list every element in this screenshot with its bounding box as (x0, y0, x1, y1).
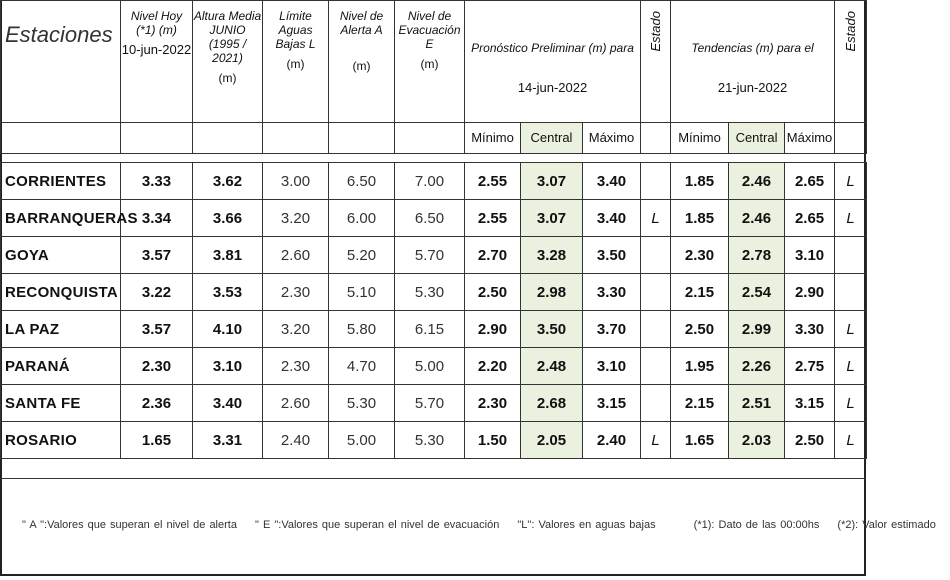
pronostico-maximo-cell: 3.10 (583, 348, 641, 385)
table-row (1, 348, 867, 385)
pronostico-maximo-cell: 3.40 (583, 200, 641, 237)
note-alerta: " A ":Valores que superan el nivel de alerta (22, 519, 237, 531)
pronostico-minimo-cell: 1.50 (465, 422, 521, 459)
spacer-row (1, 154, 867, 163)
header-estado-label: Estado (842, 11, 858, 52)
header-limite-label: Límite Aguas Bajas L (275, 9, 316, 51)
subheader-empty (263, 123, 329, 154)
pronostico-minimo-cell: 2.55 (465, 200, 521, 237)
table-row (1, 274, 867, 311)
note-valor-estimado: (*2): Valor estimado (837, 519, 936, 531)
subheader-empty (193, 123, 263, 154)
pronostico-estado-cell (641, 311, 671, 348)
pronostico-central-cell: 3.50 (521, 311, 583, 348)
subheader-t-maximo: Máximo (785, 123, 835, 154)
altura-media-cell: 3.10 (193, 348, 263, 385)
pronostico-maximo-cell: 3.50 (583, 237, 641, 274)
header-nivel-hoy-label: Nivel Hoy (*1) (m) (130, 9, 183, 37)
header-pronostico-date: 14-jun-2022 (517, 80, 588, 95)
altura-media-cell: 4.10 (193, 311, 263, 348)
tendencia-minimo-cell: 1.85 (671, 163, 729, 200)
station-name-cell: ROSARIO (1, 422, 121, 459)
limite-cell: 2.60 (263, 237, 329, 274)
header-alerta-label: Nivel de Alerta A (339, 9, 384, 37)
pronostico-maximo-cell: 3.15 (583, 385, 641, 422)
pronostico-estado-cell (641, 274, 671, 311)
header-nivel-hoy-date: 10-jun-2022 (121, 42, 192, 57)
header-pronostico-label: Pronóstico Preliminar (m) para (471, 41, 634, 55)
header-limite (263, 1, 329, 123)
station-name-cell: PARANÁ (1, 348, 121, 385)
table-row (1, 422, 867, 459)
header-row (1, 1, 867, 123)
header-alerta (329, 1, 395, 123)
subheader-empty (1, 123, 121, 154)
header-tendencias (671, 1, 835, 123)
tendencia-estado-cell (835, 274, 867, 311)
header-evacuacion (395, 1, 465, 123)
pronostico-estado-cell (641, 385, 671, 422)
header-tendencias-date: 21-jun-2022 (717, 80, 788, 95)
alerta-cell: 5.20 (329, 237, 395, 274)
tendencia-central-cell: 2.78 (729, 237, 785, 274)
tendencia-estado-cell (835, 237, 867, 274)
tendencia-minimo-cell: 1.85 (671, 200, 729, 237)
header-limite-unit: (m) (286, 57, 305, 71)
limite-cell: 2.30 (263, 348, 329, 385)
tendencia-estado-cell: L (835, 163, 867, 200)
station-rows (1, 163, 867, 459)
subheader-p-minimo: Mínimo (465, 123, 521, 154)
station-name-cell: GOYA (1, 237, 121, 274)
tendencia-estado-cell: L (835, 311, 867, 348)
header-estado-label: Estado (647, 11, 663, 52)
alerta-cell: 6.50 (329, 163, 395, 200)
limite-cell: 3.20 (263, 311, 329, 348)
nivel-hoy-cell: 2.30 (121, 348, 193, 385)
pronostico-central-cell: 2.48 (521, 348, 583, 385)
header-altura-media-unit: (m) (218, 71, 237, 85)
limite-cell: 2.40 (263, 422, 329, 459)
subheader-empty (329, 123, 395, 154)
pronostico-central-cell: 3.07 (521, 163, 583, 200)
tendencia-estado-cell: L (835, 200, 867, 237)
pronostico-estado-cell (641, 163, 671, 200)
tendencia-central-cell: 2.99 (729, 311, 785, 348)
nivel-hoy-cell: 3.57 (121, 311, 193, 348)
altura-media-cell: 3.53 (193, 274, 263, 311)
pronostico-maximo-cell: 2.40 (583, 422, 641, 459)
altura-media-cell: 3.81 (193, 237, 263, 274)
tendencia-estado-cell: L (835, 422, 867, 459)
tendencia-central-cell: 2.51 (729, 385, 785, 422)
limite-cell: 2.30 (263, 274, 329, 311)
tendencia-central-cell: 2.54 (729, 274, 785, 311)
pronostico-minimo-cell: 2.70 (465, 237, 521, 274)
header-pronostico (465, 1, 641, 123)
tendencia-central-cell: 2.03 (729, 422, 785, 459)
tendencia-central-cell: 2.46 (729, 163, 785, 200)
tendencia-maximo-cell: 2.65 (785, 200, 835, 237)
nivel-hoy-cell: 3.57 (121, 237, 193, 274)
evacuacion-cell: 5.30 (395, 274, 465, 311)
alerta-cell: 5.00 (329, 422, 395, 459)
station-name-cell: CORRIENTES (1, 163, 121, 200)
table-row (1, 237, 867, 274)
table-row (1, 311, 867, 348)
subheader-row (1, 123, 867, 154)
nivel-hoy-cell: 3.33 (121, 163, 193, 200)
notes-line (22, 519, 950, 531)
tendencia-minimo-cell: 2.15 (671, 385, 729, 422)
alerta-cell: 6.00 (329, 200, 395, 237)
pronostico-minimo-cell: 2.20 (465, 348, 521, 385)
altura-media-cell: 3.40 (193, 385, 263, 422)
pronostico-central-cell: 2.98 (521, 274, 583, 311)
subheader-p-central: Central (521, 123, 583, 154)
header-estaciones: Estaciones (1, 1, 121, 123)
header-altura-media (193, 1, 263, 123)
limite-cell: 2.60 (263, 385, 329, 422)
table-row (1, 163, 867, 200)
pronostico-central-cell: 3.28 (521, 237, 583, 274)
note-evacuacion: " E ":Valores que superan el nivel de evacuación (255, 519, 500, 531)
evacuacion-cell: 7.00 (395, 163, 465, 200)
nivel-hoy-cell: 1.65 (121, 422, 193, 459)
station-name-cell: RECONQUISTA (1, 274, 121, 311)
tendencia-minimo-cell: 2.15 (671, 274, 729, 311)
tendencia-maximo-cell: 3.15 (785, 385, 835, 422)
table-row (1, 385, 867, 422)
tendencia-minimo-cell: 2.50 (671, 311, 729, 348)
evacuacion-cell: 5.30 (395, 422, 465, 459)
header-nivel-hoy (121, 1, 193, 123)
footer-notes (0, 478, 936, 574)
pronostico-minimo-cell: 2.55 (465, 163, 521, 200)
table-row (1, 200, 867, 237)
header-alerta-unit: (m) (352, 59, 371, 73)
header-altura-media-label: Altura Media JUNIO (1995 / 2021) (193, 9, 262, 65)
note-dato-hora: (*1): Dato de las 00:00hs (693, 519, 820, 531)
evacuacion-cell: 5.00 (395, 348, 465, 385)
evacuacion-cell: 5.70 (395, 385, 465, 422)
nivel-hoy-cell: 3.22 (121, 274, 193, 311)
tendencia-estado-cell: L (835, 385, 867, 422)
limite-cell: 3.00 (263, 163, 329, 200)
pronostico-maximo-cell: 3.30 (583, 274, 641, 311)
header-evacuacion-unit: (m) (420, 57, 439, 71)
pronostico-minimo-cell: 2.90 (465, 311, 521, 348)
pronostico-estado-cell (641, 348, 671, 385)
tendencia-minimo-cell: 2.30 (671, 237, 729, 274)
tendencia-estado-cell: L (835, 348, 867, 385)
subheader-empty (835, 123, 867, 154)
nivel-hoy-cell: 3.34 (121, 200, 193, 237)
tendencia-minimo-cell: 1.95 (671, 348, 729, 385)
nivel-hoy-cell: 2.36 (121, 385, 193, 422)
tendencia-central-cell: 2.46 (729, 200, 785, 237)
subheader-empty (395, 123, 465, 154)
spacer-cell (1, 154, 867, 163)
alerta-cell: 5.30 (329, 385, 395, 422)
subheader-t-minimo: Mínimo (671, 123, 729, 154)
limite-cell: 3.20 (263, 200, 329, 237)
altura-media-cell: 3.31 (193, 422, 263, 459)
altura-media-cell: 3.66 (193, 200, 263, 237)
pronostico-central-cell: 3.07 (521, 200, 583, 237)
pronostico-maximo-cell: 3.40 (583, 163, 641, 200)
pronostico-estado-cell (641, 237, 671, 274)
tendencia-maximo-cell: 2.90 (785, 274, 835, 311)
pronostico-estado-cell: L (641, 200, 671, 237)
station-name-cell: BARRANQUERAS (1, 200, 121, 237)
subheader-p-maximo: Máximo (583, 123, 641, 154)
pronostico-maximo-cell: 3.70 (583, 311, 641, 348)
tendencia-maximo-cell: 2.75 (785, 348, 835, 385)
tendencia-maximo-cell: 2.65 (785, 163, 835, 200)
subheader-t-central: Central (729, 123, 785, 154)
tendencia-maximo-cell: 3.30 (785, 311, 835, 348)
altura-media-cell: 3.62 (193, 163, 263, 200)
header-tendencias-label: Tendencias (m) para el (691, 41, 814, 55)
pronostico-central-cell: 2.05 (521, 422, 583, 459)
alerta-cell: 5.80 (329, 311, 395, 348)
evacuacion-cell: 6.15 (395, 311, 465, 348)
alerta-cell: 4.70 (329, 348, 395, 385)
header-evacuacion-label: Nivel de Evacuación E (398, 9, 461, 51)
tendencia-minimo-cell: 1.65 (671, 422, 729, 459)
header-estado-tendencias (835, 1, 867, 123)
station-name-cell: LA PAZ (1, 311, 121, 348)
header-estado-pronostico (641, 1, 671, 123)
tendencia-maximo-cell: 2.50 (785, 422, 835, 459)
pronostico-minimo-cell: 2.50 (465, 274, 521, 311)
evacuacion-cell: 5.70 (395, 237, 465, 274)
pronostico-central-cell: 2.68 (521, 385, 583, 422)
evacuacion-cell: 6.50 (395, 200, 465, 237)
station-name-cell: SANTA FE (1, 385, 121, 422)
note-aguas-bajas: "L": Valores en aguas bajas (517, 519, 656, 531)
pronostico-estado-cell: L (641, 422, 671, 459)
tendencia-maximo-cell: 3.10 (785, 237, 835, 274)
pronostico-minimo-cell: 2.30 (465, 385, 521, 422)
tendencia-central-cell: 2.26 (729, 348, 785, 385)
alerta-cell: 5.10 (329, 274, 395, 311)
subheader-empty (121, 123, 193, 154)
subheader-empty (641, 123, 671, 154)
